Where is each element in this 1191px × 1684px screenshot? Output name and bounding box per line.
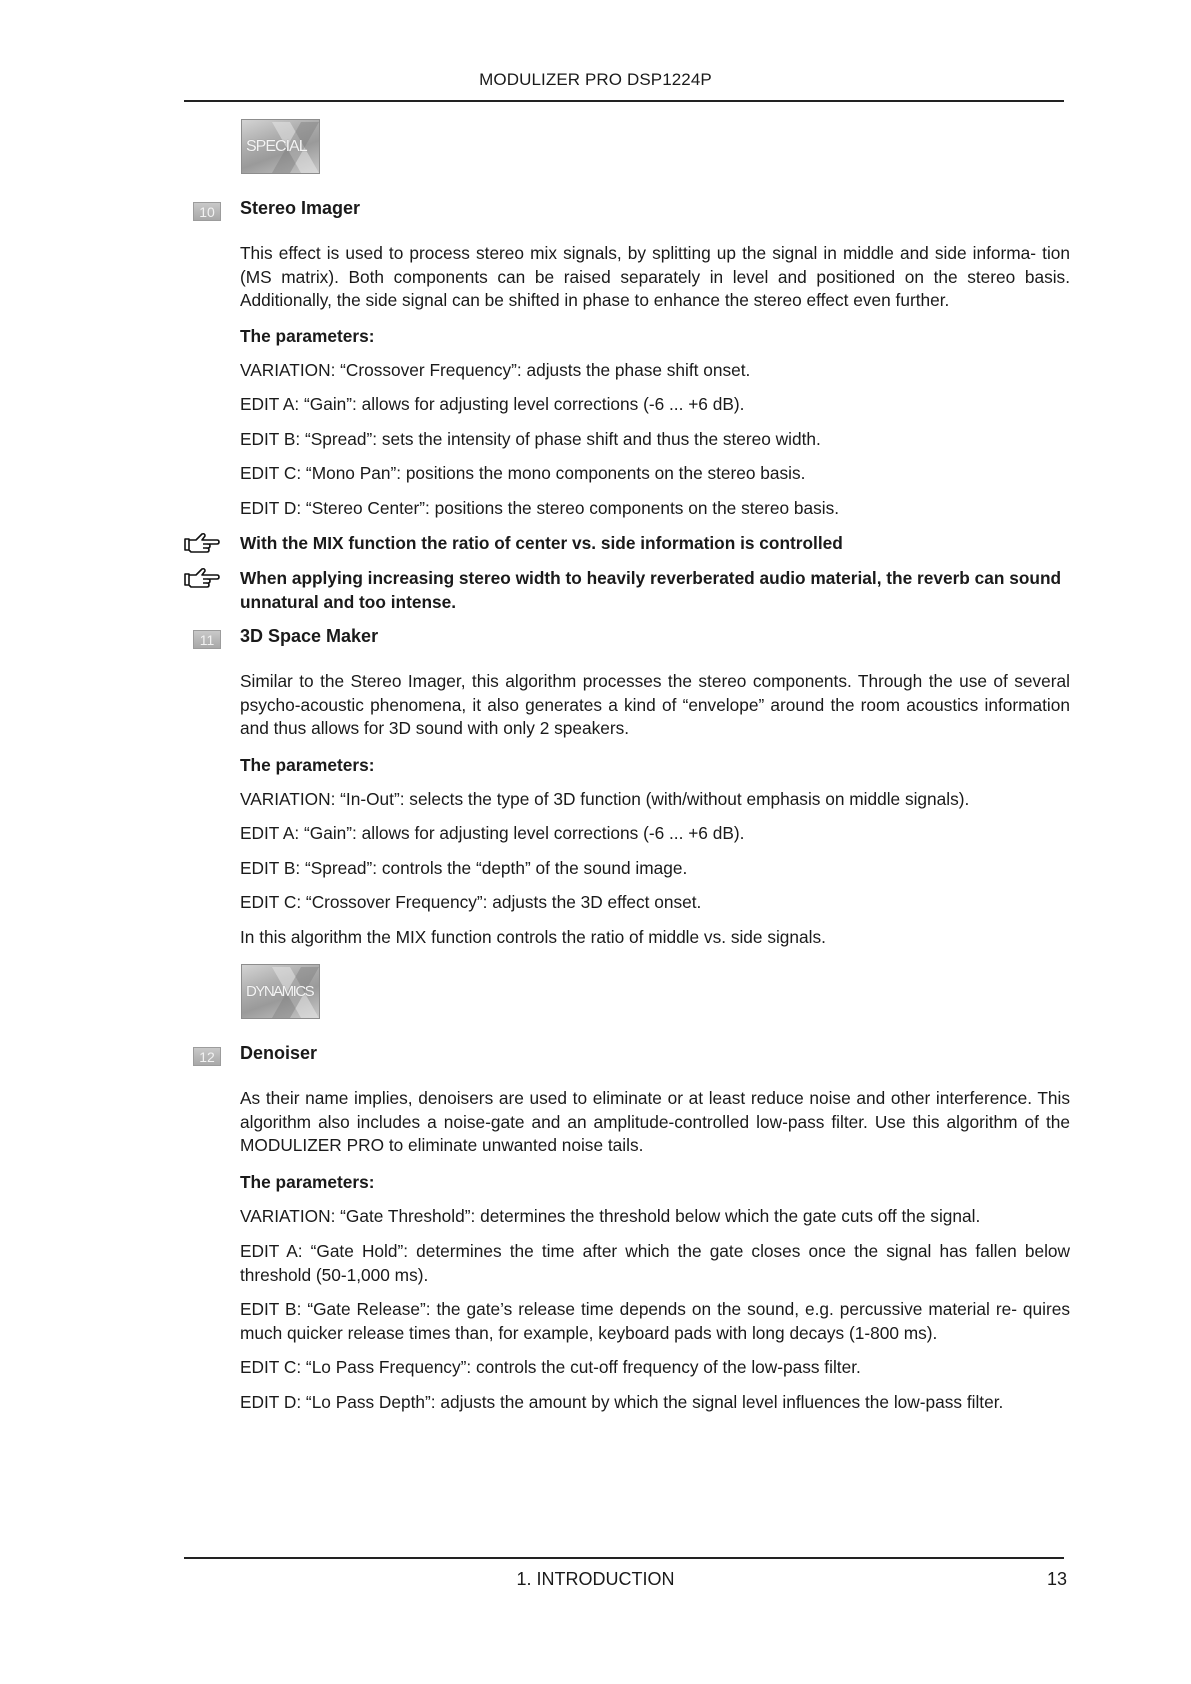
params-heading: The parameters: — [240, 326, 375, 346]
section-number-badge: 11 — [193, 630, 221, 649]
pointing-hand-icon — [184, 567, 220, 589]
param-line: EDIT B: “Spread”: controls the “depth” of the sound image. — [240, 858, 688, 878]
dynamics-badge-label: DYNAMICS — [246, 983, 314, 1000]
running-header: MODULIZER PRO DSP1224P — [479, 70, 712, 89]
section-intro: This effect is used to process stereo mix signals, by splitting up the signal in middle and side informa- tion (MS matrix). Both components can be raised separately in level and positioned on the stereo basis. Additionally, the side signal can be shifted in phase to enhance the stereo effect even further. — [240, 243, 1070, 310]
section-title: Denoiser — [240, 1043, 318, 1063]
header-rule — [184, 100, 1064, 102]
note-text: With the MIX function the ratio of center vs. side information is controlled — [240, 533, 843, 553]
param-line: EDIT B: “Spread”: sets the intensity of phase shift and thus the stereo width. — [240, 429, 821, 449]
param-line: VARIATION: “Gate Threshold”: determines the threshold below which the gate cuts off the signal. — [240, 1206, 981, 1226]
param-line: EDIT A: “Gain”: allows for adjusting level corrections (-6 ... +6 dB). — [240, 823, 745, 843]
param-line: EDIT D: “Lo Pass Depth”: adjusts the amount by which the signal level influences the low-pass filter. — [240, 1392, 1004, 1412]
special-badge-label: SPECIAL — [246, 138, 307, 155]
params-heading: The parameters: — [240, 755, 375, 775]
section-number-badge: 12 — [193, 1047, 221, 1066]
footer-chapter: 1. INTRODUCTION — [516, 1569, 675, 1589]
section-intro: Similar to the Stereo Imager, this algorithm processes the stereo components. Through the use of several psycho-acoustic phenomena, it also generates a kind of “envelope” around the room acoustics information and thus allows for 3D sound with only 2 speakers. — [240, 671, 1070, 738]
param-line: EDIT D: “Stereo Center”: positions the stereo components on the stereo basis. — [240, 498, 840, 518]
section-title: Stereo Imager — [240, 198, 361, 218]
param-line: EDIT B: “Gate Release”: the gate’s release time depends on the sound, e.g. percussive material re- quires much quicker release times than, for example, keyboard pads with long decays (1-800 ms). — [240, 1299, 1070, 1343]
params-heading: The parameters: — [240, 1172, 375, 1192]
section-intro: As their name implies, denoisers are used to eliminate or at least reduce noise and other interference. This algorithm also includes a noise-gate and an amplitude-controlled low-pass filter. Use this algorithm of the MODULIZER PRO to eliminate unwanted noise tails. — [240, 1088, 1070, 1155]
dynamics-category-badge — [241, 964, 320, 1019]
pointing-hand-icon — [184, 532, 220, 554]
special-category-badge — [241, 119, 320, 174]
param-line: EDIT C: “Crossover Frequency”: adjusts the 3D effect onset. — [240, 892, 702, 912]
note-text: When applying increasing stereo width to heavily reverberated audio material, the reverb can sound unnatural and too intense. — [240, 568, 1062, 612]
section-title: 3D Space Maker — [240, 626, 379, 646]
param-line: VARIATION: “In-Out”: selects the type of 3D function (with/without emphasis on middle signals). — [240, 789, 970, 809]
section-number-badge: 10 — [193, 202, 221, 221]
param-line: VARIATION: “Crossover Frequency”: adjusts the phase shift onset. — [240, 360, 751, 380]
param-line: EDIT A: “Gain”: allows for adjusting level corrections (-6 ... +6 dB). — [240, 394, 745, 414]
page-number: 13 — [1046, 1569, 1067, 1589]
param-line: EDIT C: “Lo Pass Frequency”: controls the cut-off frequency of the low-pass filter. — [240, 1357, 861, 1377]
param-line: EDIT A: “Gate Hold”: determines the time after which the gate closes once the signal has fallen below threshold (50-1,000 ms). — [240, 1241, 1070, 1285]
closing-text: In this algorithm the MIX function controls the ratio of middle vs. side signals. — [240, 927, 826, 947]
footer-rule — [184, 1557, 1064, 1559]
param-line: EDIT C: “Mono Pan”: positions the mono components on the stereo basis. — [240, 463, 806, 483]
